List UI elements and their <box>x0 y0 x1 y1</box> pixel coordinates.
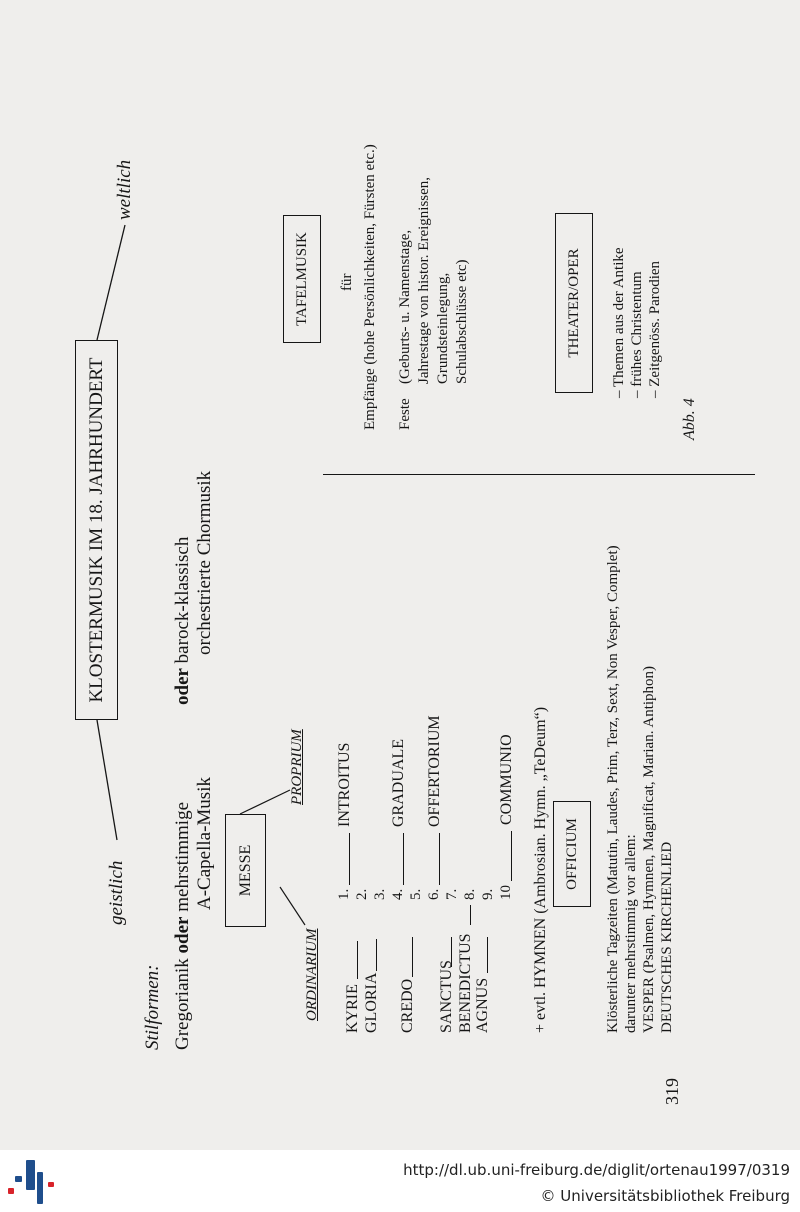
page-number: 319 <box>662 1078 682 1105</box>
messe-line-proprium <box>240 790 290 814</box>
officium-line: darunter mehrstimmig vor allem: <box>623 834 639 1033</box>
branch-lines <box>55 45 615 1105</box>
messe-box-label: MESSE <box>236 844 254 897</box>
section-divider <box>323 474 755 475</box>
feste-line: Grundsteinlegung, <box>435 272 451 384</box>
connector-line <box>487 937 488 973</box>
connector-line <box>412 937 413 977</box>
officium-line: VESPER (Psalmen, Hymnen, Magnificat, Marian. Antiphon) <box>641 665 657 1033</box>
connector-line <box>357 941 358 979</box>
title-text: KLOSTERMUSIK IM 18. JAHRHUNDERT <box>86 357 107 703</box>
theater-item: – frühes Christentum <box>629 271 645 398</box>
number-label: 1. <box>336 888 352 900</box>
style-a-line1: Gregorianik oder mehrstimmige <box>172 801 193 1050</box>
feste-label: Feste <box>397 398 413 430</box>
number-label: 7. <box>444 888 460 900</box>
theater-box-label: THEATER/OPER <box>565 248 582 358</box>
figure-label: Abb. 4 <box>681 398 698 440</box>
officium-line: DEUTSCHES KIRCHENLIED <box>659 841 675 1033</box>
ordinarium-item: CREDO <box>399 978 416 1033</box>
ordinarium-label: ORDINARIUM <box>304 928 320 1021</box>
connector-line <box>451 937 452 967</box>
feste-line: (Geburts- u. Namenstage, <box>397 229 413 384</box>
ordinarium-item: AGNUS <box>474 977 491 1033</box>
number-label: 8. <box>462 888 478 900</box>
ordinarium-item: SANCTUS <box>438 960 455 1033</box>
proprium-item: INTROITUS <box>336 742 353 827</box>
number-label: 10 <box>498 885 514 900</box>
number-label: 3. <box>372 888 388 900</box>
geistlich-label: geistlich <box>106 860 127 925</box>
weltlich-label: weltlich <box>114 159 135 220</box>
connector-line <box>403 833 404 885</box>
hymnen-line: + evtl. HYMNEN (Ambrosian. Hymn. „TeDeum“) <box>532 706 549 1033</box>
tafelmusik-box <box>283 215 321 343</box>
theater-item: – Themen aus der Antike <box>611 247 627 398</box>
stilformen-label: Stilformen: <box>142 964 163 1050</box>
rotated-diagram <box>55 45 698 1105</box>
ordinarium-item: GLORIA <box>363 972 380 1033</box>
copyright-notice: © Universitätsbibliothek Freiburg <box>540 1187 790 1205</box>
number-label: 2. <box>354 888 370 900</box>
feste-line: Schulabschlüsse etc) <box>454 259 470 384</box>
officium-box <box>553 801 591 907</box>
proprium-item: COMMUNIO <box>498 734 515 825</box>
number-label: 5. <box>408 888 424 900</box>
number-label: 9. <box>480 888 496 900</box>
connector-line <box>439 833 440 885</box>
proprium-label: PROPRIUM <box>289 729 305 805</box>
connector-line <box>511 831 512 881</box>
ordinarium-item: BENEDICTUS <box>457 933 474 1033</box>
source-url-link[interactable]: http://dl.ub.uni-freiburg.de/diglit/ortenau1997/0319 <box>403 1161 790 1179</box>
proprium-item: GRADUALE <box>390 739 407 827</box>
branch-line-left <box>97 720 117 840</box>
officium-line: Klösterliche Tagzeiten (Matutin, Laudes, Prim, Terz, Sext, Non Vesper, Complet) <box>605 545 621 1033</box>
style-a-line2: A-Capella-Musik <box>194 777 215 910</box>
messe-line-ordinarium <box>280 887 305 925</box>
officium-box-label: OFFICIUM <box>563 818 580 890</box>
style-b-line2: orchestrierte Chormusik <box>194 470 215 655</box>
connector-line <box>376 939 377 971</box>
number-label: 4. <box>390 888 406 900</box>
messe-box <box>225 814 266 927</box>
proprium-item: OFFERTORIUM <box>426 715 443 827</box>
feste-line: Jahrestage von histor. Ereignissen, <box>416 176 432 384</box>
library-logo-icon <box>8 1160 54 1204</box>
number-label: 6. <box>426 888 442 900</box>
fuer-label: für <box>339 273 355 291</box>
empfaenge-line: Empfänge (hohe Persönlichkeiten, Fürsten etc.) <box>362 144 378 430</box>
theater-box <box>555 213 593 393</box>
theater-item: – Zeitgenöss. Parodien <box>647 260 663 398</box>
connector-line <box>470 905 471 925</box>
ordinarium-item: KYRIE <box>344 984 361 1033</box>
branch-line-right <box>97 225 125 340</box>
tafelmusik-box-label: TAFELMUSIK <box>293 232 310 326</box>
connector-line <box>349 833 350 885</box>
style-b-line1: oder barock-klassisch <box>172 536 193 705</box>
